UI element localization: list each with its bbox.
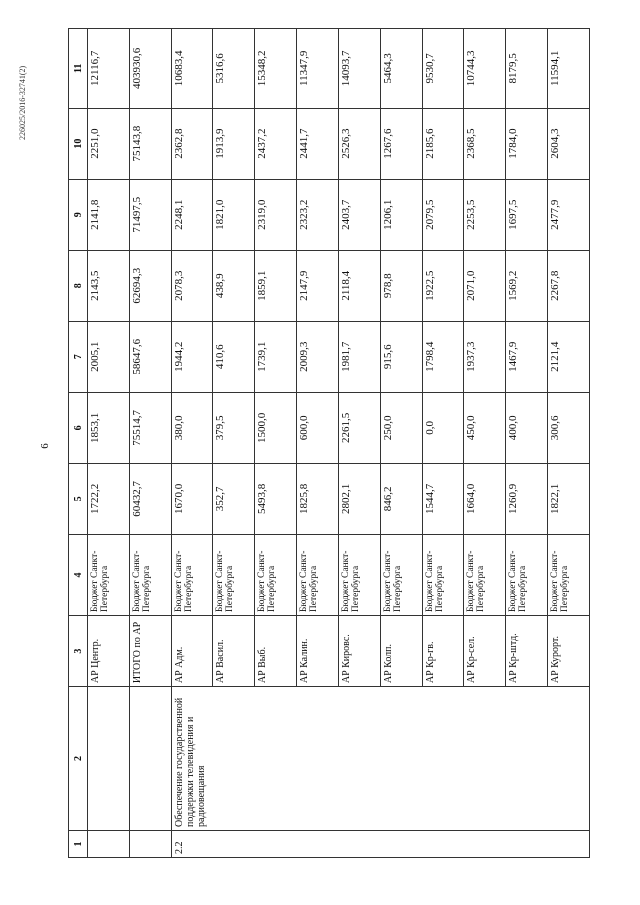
value-cell: 1937,3 <box>464 321 506 392</box>
value-cell: 1922,5 <box>422 250 464 321</box>
district-cell: АР Калин. <box>297 616 339 687</box>
funding-source-cell: Бюджет Санкт-Петербурга <box>129 534 171 615</box>
district-cell: АР Колп. <box>380 616 422 687</box>
funding-source-cell: Бюджет Санкт-Петербурга <box>548 534 590 615</box>
row-description-cell <box>88 687 130 831</box>
value-cell: 2403,7 <box>338 179 380 250</box>
row-number-cell <box>88 830 130 857</box>
table-row <box>88 29 130 858</box>
value-cell: 1853,1 <box>88 392 130 463</box>
value-cell: 403930,6 <box>129 29 171 109</box>
district-cell: АР Выб. <box>255 616 297 687</box>
funding-source-cell: Бюджет Санкт-Петербурга <box>213 534 255 615</box>
funding-source-cell: Бюджет Санкт-Петербурга <box>255 534 297 615</box>
budget-table <box>68 28 590 858</box>
column-header-10: 10 <box>69 108 88 179</box>
value-cell: 2362,8 <box>171 108 213 179</box>
table-header <box>69 29 88 858</box>
district-cell: АР Курорт. <box>548 616 590 687</box>
value-cell: 75143,8 <box>129 108 171 179</box>
table-row <box>171 29 213 858</box>
value-cell: 600,0 <box>297 392 339 463</box>
value-cell: 846,2 <box>380 463 422 534</box>
value-cell: 75514,7 <box>129 392 171 463</box>
value-cell: 379,5 <box>213 392 255 463</box>
value-cell: 1944,2 <box>171 321 213 392</box>
district-cell: АР Кр-сел. <box>464 616 506 687</box>
value-cell: 15348,2 <box>255 29 297 109</box>
district-cell: АР Кр-гв. <box>422 616 464 687</box>
value-cell: 1822,1 <box>548 463 590 534</box>
value-cell: 438,9 <box>213 250 255 321</box>
value-cell: 1798,4 <box>422 321 464 392</box>
value-cell: 2604,3 <box>548 108 590 179</box>
value-cell: 10744,3 <box>464 29 506 109</box>
value-cell: 2185,6 <box>422 108 464 179</box>
value-cell: 1260,9 <box>506 463 548 534</box>
value-cell: 1697,5 <box>506 179 548 250</box>
value-cell: 380,0 <box>171 392 213 463</box>
value-cell: 5493,8 <box>255 463 297 534</box>
value-cell: 300,6 <box>548 392 590 463</box>
value-cell: 2118,4 <box>338 250 380 321</box>
funding-source-cell: Бюджет Санкт-Петербурга <box>338 534 380 615</box>
value-cell: 2437,2 <box>255 108 297 179</box>
value-cell: 2802,1 <box>338 463 380 534</box>
district-cell: АР Кр-штд. <box>506 616 548 687</box>
column-header-4: 4 <box>69 534 88 615</box>
funding-source-cell: Бюджет Санкт-Петербурга <box>422 534 464 615</box>
value-cell: 1267,6 <box>380 108 422 179</box>
value-cell: 2253,5 <box>464 179 506 250</box>
value-cell: 1206,1 <box>380 179 422 250</box>
value-cell: 71497,5 <box>129 179 171 250</box>
row-description-cell <box>129 687 171 831</box>
column-header-9: 9 <box>69 179 88 250</box>
table-body <box>88 29 590 858</box>
row-number-cell: 2.2 <box>171 830 589 857</box>
value-cell: 1739,1 <box>255 321 297 392</box>
value-cell: 0,0 <box>422 392 464 463</box>
column-header-8: 8 <box>69 250 88 321</box>
value-cell: 2251,0 <box>88 108 130 179</box>
value-cell: 1981,7 <box>338 321 380 392</box>
value-cell: 2009,3 <box>297 321 339 392</box>
column-header-2: 2 <box>69 687 88 831</box>
value-cell: 58647,6 <box>129 321 171 392</box>
funding-source-cell: Бюджет Санкт-Петербурга <box>506 534 548 615</box>
value-cell: 2079,5 <box>422 179 464 250</box>
district-cell: АР Кировс. <box>338 616 380 687</box>
value-cell: 1664,0 <box>464 463 506 534</box>
table-row <box>129 29 171 858</box>
column-header-6: 6 <box>69 392 88 463</box>
value-cell: 1544,7 <box>422 463 464 534</box>
district-cell: АР Центр. <box>88 616 130 687</box>
value-cell: 1467,9 <box>506 321 548 392</box>
value-cell: 1825,8 <box>297 463 339 534</box>
rotated-table-container <box>68 28 590 858</box>
funding-source-cell: Бюджет Санкт-Петербурга <box>171 534 213 615</box>
value-cell: 352,7 <box>213 463 255 534</box>
value-cell: 2526,3 <box>338 108 380 179</box>
value-cell: 1569,2 <box>506 250 548 321</box>
value-cell: 1821,0 <box>213 179 255 250</box>
row-number-cell <box>129 830 171 857</box>
value-cell: 2143,5 <box>88 250 130 321</box>
value-cell: 11594,1 <box>548 29 590 109</box>
value-cell: 2141,8 <box>88 179 130 250</box>
value-cell: 2441,7 <box>297 108 339 179</box>
value-cell: 2147,9 <box>297 250 339 321</box>
value-cell: 9530,7 <box>422 29 464 109</box>
value-cell: 5316,6 <box>213 29 255 109</box>
value-cell: 12116,7 <box>88 29 130 109</box>
value-cell: 2267,8 <box>548 250 590 321</box>
value-cell: 2319,0 <box>255 179 297 250</box>
value-cell: 915,6 <box>380 321 422 392</box>
value-cell: 2323,2 <box>297 179 339 250</box>
value-cell: 250,0 <box>380 392 422 463</box>
funding-source-cell: Бюджет Санкт-Петербурга <box>297 534 339 615</box>
value-cell: 1913,9 <box>213 108 255 179</box>
page-number: 6 <box>39 443 51 449</box>
district-cell: ИТОГО по АР <box>129 616 171 687</box>
value-cell: 2261,5 <box>338 392 380 463</box>
value-cell: 978,8 <box>380 250 422 321</box>
value-cell: 1784,0 <box>506 108 548 179</box>
funding-source-cell: Бюджет Санкт-Петербурга <box>464 534 506 615</box>
value-cell: 11347,9 <box>297 29 339 109</box>
header-row <box>69 29 88 858</box>
value-cell: 10683,4 <box>171 29 213 109</box>
value-cell: 62694,3 <box>129 250 171 321</box>
value-cell: 400,0 <box>506 392 548 463</box>
column-header-11: 11 <box>69 29 88 109</box>
value-cell: 5464,3 <box>380 29 422 109</box>
value-cell: 8179,5 <box>506 29 548 109</box>
column-header-7: 7 <box>69 321 88 392</box>
value-cell: 1722,2 <box>88 463 130 534</box>
value-cell: 1500,0 <box>255 392 297 463</box>
column-header-3: 3 <box>69 616 88 687</box>
row-description-cell: Обеспечение государственной поддержки телевидения и радиовещания <box>171 687 589 831</box>
column-header-1: 1 <box>69 830 88 857</box>
document-id: 226025/2016-32741(2) <box>18 65 27 140</box>
value-cell: 2005,1 <box>88 321 130 392</box>
value-cell: 60432,7 <box>129 463 171 534</box>
value-cell: 2078,3 <box>171 250 213 321</box>
value-cell: 2071,0 <box>464 250 506 321</box>
value-cell: 2121,4 <box>548 321 590 392</box>
district-cell: АР Васил. <box>213 616 255 687</box>
funding-source-cell: Бюджет Санкт-Петербурга <box>380 534 422 615</box>
value-cell: 2248,1 <box>171 179 213 250</box>
district-cell: АР Адм. <box>171 616 213 687</box>
column-header-5: 5 <box>69 463 88 534</box>
value-cell: 450,0 <box>464 392 506 463</box>
value-cell: 410,6 <box>213 321 255 392</box>
value-cell: 14093,7 <box>338 29 380 109</box>
value-cell: 1859,1 <box>255 250 297 321</box>
value-cell: 2368,5 <box>464 108 506 179</box>
value-cell: 1670,0 <box>171 463 213 534</box>
funding-source-cell: Бюджет Санкт-Петербурга <box>88 534 130 615</box>
value-cell: 2477,9 <box>548 179 590 250</box>
